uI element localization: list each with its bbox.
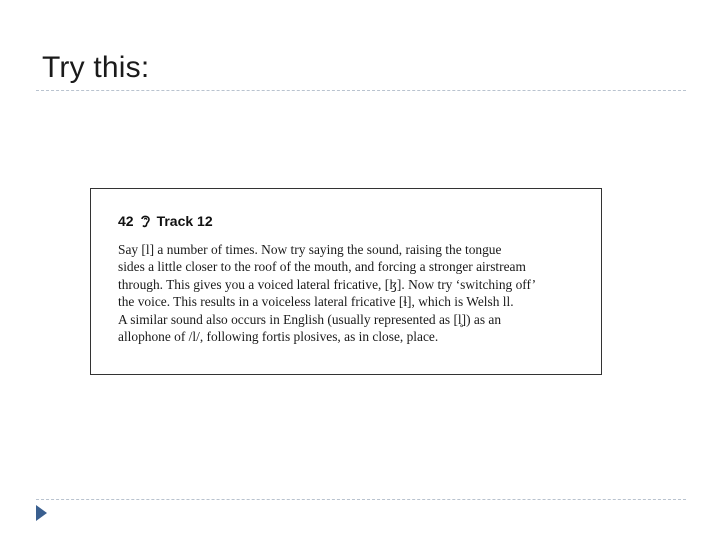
bottom-divider: [36, 499, 686, 500]
exercise-line: Say [l] a number of times. Now try saying the sound, raising the tongue: [118, 242, 502, 257]
next-arrow-icon[interactable]: [36, 505, 47, 521]
exercise-line: through. This gives you a voiced lateral fricative, [ɮ]. Now try ‘switching off’: [118, 276, 537, 292]
exercise-line: A similar sound also occurs in English (usually represented as [l̥]) as an: [118, 311, 502, 327]
track-label: Track 12: [156, 213, 213, 229]
exercise-number: 42: [118, 213, 134, 229]
exercise-line: allophone of /l/, following fortis plosives, as in close, place.: [118, 329, 439, 345]
top-divider: [36, 90, 686, 91]
exercise-line: sides a little closer to the roof of the mouth, and forcing a stronger airstream: [118, 259, 526, 275]
exercise-box: [90, 188, 602, 375]
exercise-line: the voice. This results in a voiceless lateral fricative [ɬ], which is Welsh ll.: [118, 294, 514, 310]
exercise-text: [118, 241, 578, 345]
ear-audio-icon: [140, 214, 151, 228]
slide-title: Try this:: [42, 51, 150, 84]
exercise-heading: [118, 213, 213, 229]
